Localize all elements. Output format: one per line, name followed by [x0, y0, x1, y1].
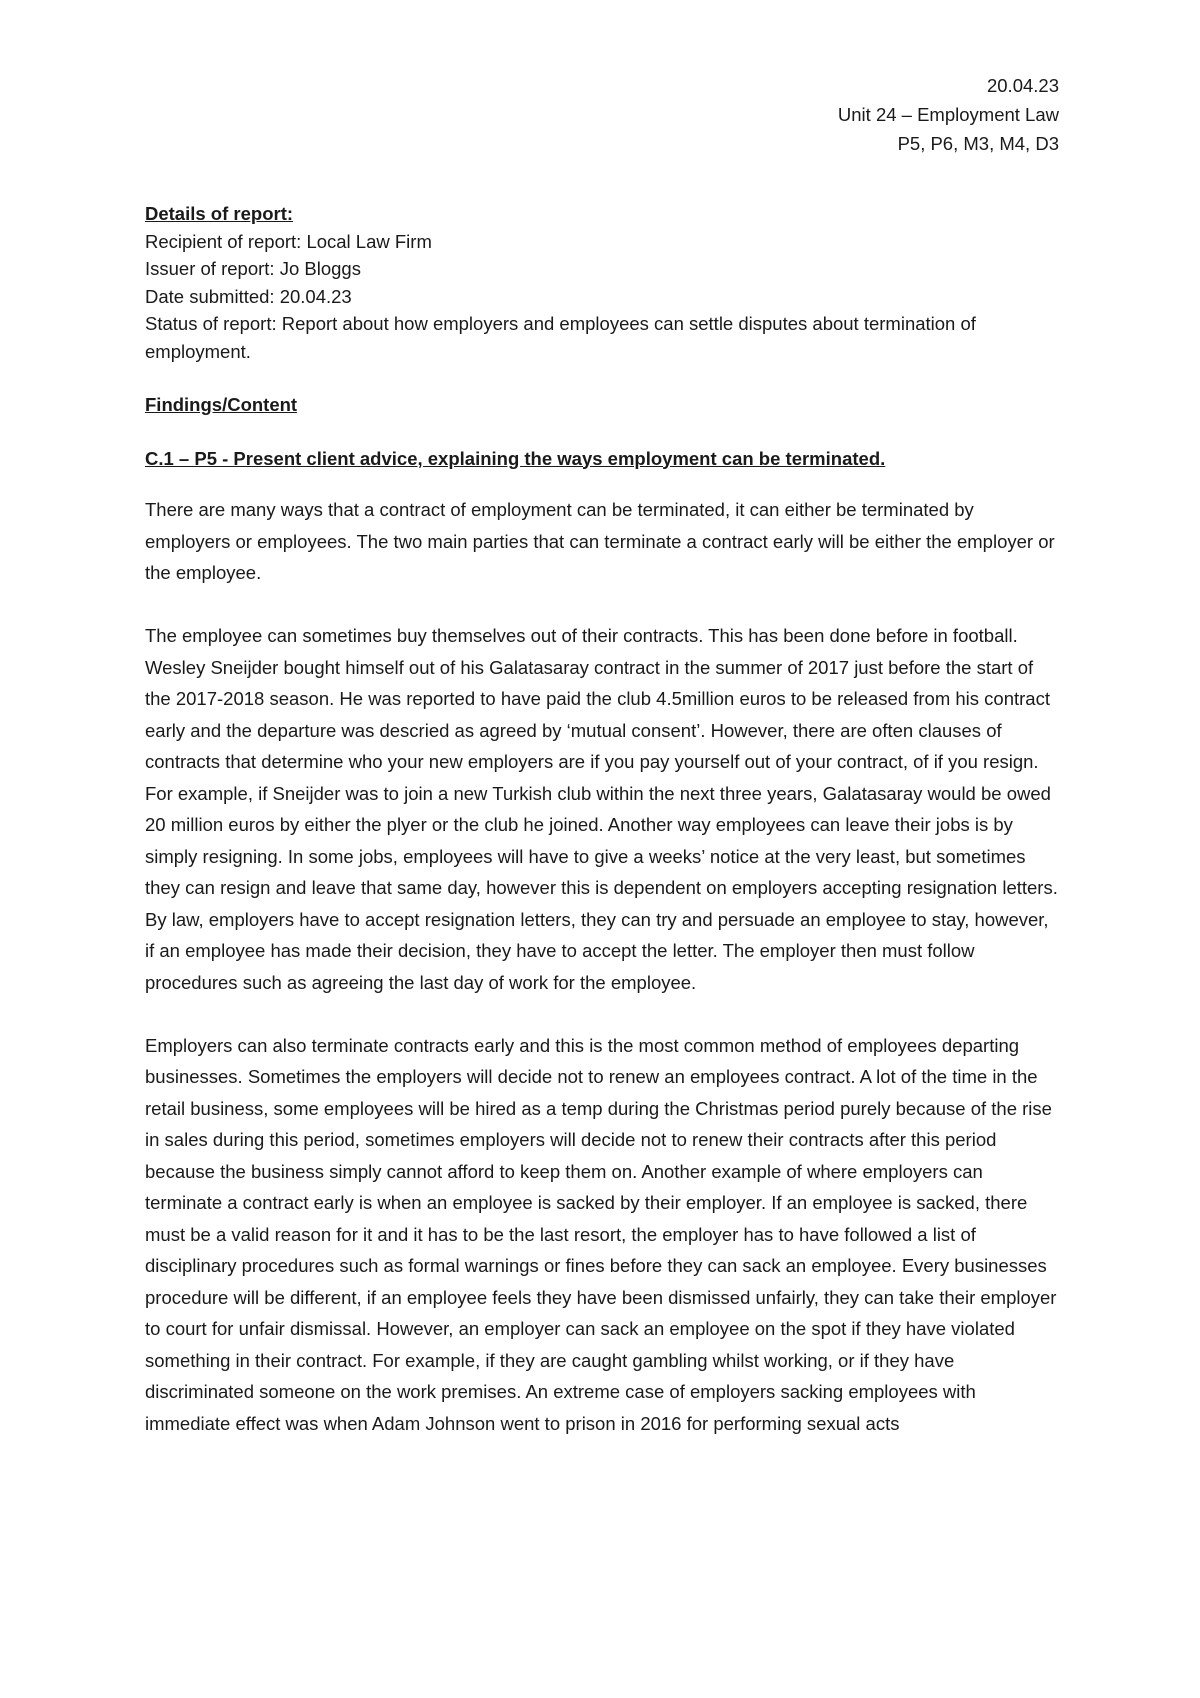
paragraphs — [145, 494, 1060, 1439]
details-date-submitted: Date submitted: 20.04.23 — [145, 285, 352, 307]
header-unit: Unit 24 – Employment Law — [837, 104, 1059, 125]
details-recipient: Recipient of report: Local Law Firm — [145, 230, 432, 252]
paragraph-1: There are many ways that a contract of employment can be terminated, it can either be terminated by employers or employees. The two main parties that can terminate a contract early will be either the employer or the employee. — [145, 499, 1055, 583]
document-header — [359, 71, 1059, 158]
findings-heading-block — [145, 391, 1060, 419]
header-date: 20.04.23 — [986, 75, 1059, 96]
details-status: Status of report: Report about how employers and employees can settle disputes about termination of employment. — [145, 313, 976, 362]
paragraph-3: Employers can also terminate contracts early and this is the most common method of employees departing businesses. Sometimes the employers will decide not to renew an employees contract. A lot of the time in the retail business, some employees will be hired as a temp during the Christmas period purely because of the rise in sales during this period, sometimes employers will decide not to renew their contracts after this period because the business simply cannot afford to keep them on. Another example of where employers can terminate a contract early is when an employee is sacked by their employer. If an employee is sacked, there must be a valid reason for it and it has to be the last resort, the employer has to have followed a list of disciplinary procedures such as formal warnings or fines before they can sack an employee. Every businesses procedure will be different, if an employee feels they have been dismissed unfairly, they can take their employer to court for unfair dismissal. However, an employer can sack an employee on the spot if they have violated something in their contract. For example, if they are caught gambling whilst working, or if they have discriminated someone on the work premises. An extreme case of employers sacking employees with immediate effect was when Adam Johnson went to prison in 2016 for performing sexual acts — [145, 1034, 1057, 1434]
header-criteria: P5, P6, M3, M4, D3 — [897, 133, 1059, 154]
section-c1-heading: C.1 – P5 - Present client advice, explaining the ways employment can be terminated. — [145, 447, 886, 469]
section-c1-heading-block — [145, 445, 1060, 473]
details-issuer: Issuer of report: Jo Bloggs — [145, 258, 361, 279]
document-body — [145, 200, 1060, 1439]
details-heading: Details of report: — [145, 203, 294, 224]
report-details — [145, 200, 1060, 365]
paragraph-2: The employee can sometimes buy themselves out of their contracts. This has been done before in football. Wesley Sneijder bought himself out of his Galatasaray contract in the summer of 2017 just before the start of the 2017-2018 season. He was reported to have paid the club 4.5million euros to be released from his contract early and the departure was descried as agreed by ‘mutual consent’. However, there are often clauses of contracts that determine who your new employers are if you pay yourself out of your contract, of if you resign. For example, if Sneijder was to join a new Turkish club within the next three years, Galatasaray would be owed 20 million euros by either the plyer or the club he joined. Another way employees can leave their jobs is by simply resigning. In some jobs, employees will have to give a weeks’ notice at the very least, but sometimes they can resign and leave that same day, however this is dependent on employers accepting resignation letters. By law, employers have to accept resignation letters, they can try and persuade an employee to stay, however, if an employee has made their decision, they have to accept the letter. The employer then must follow procedures such as agreeing the last day of work for the employee. — [145, 625, 1058, 993]
findings-heading: Findings/Content — [145, 394, 298, 415]
